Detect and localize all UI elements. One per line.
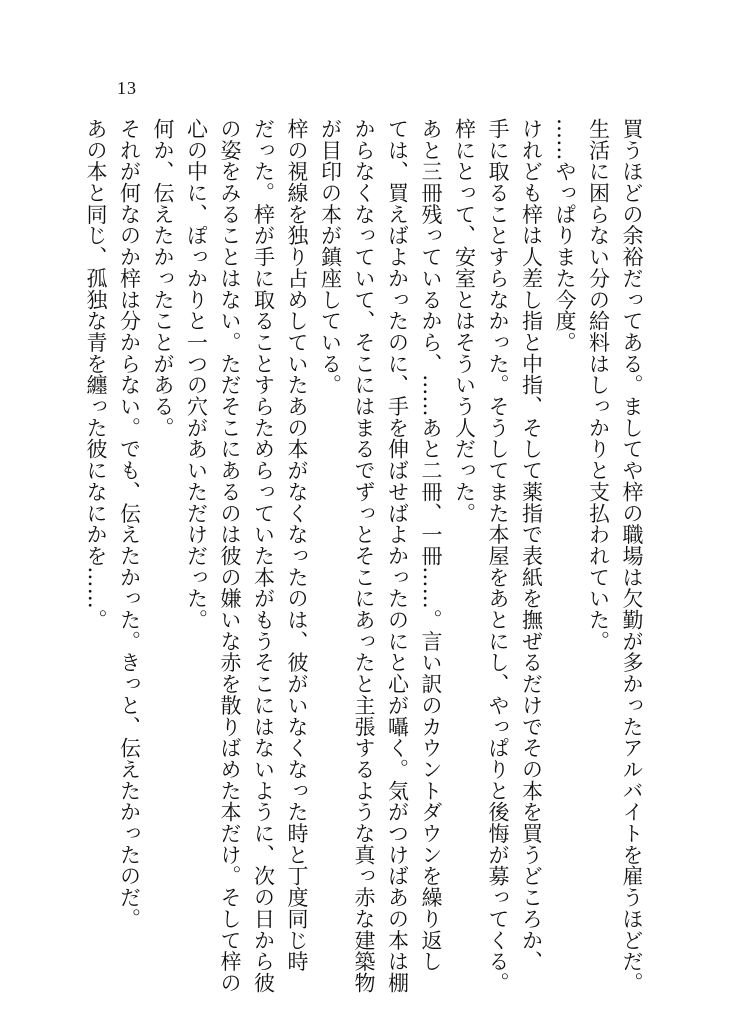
vertical-body-text <box>79 118 649 994</box>
page-number: 13 <box>117 78 137 98</box>
text-line: 買うほどの余裕だってある。ましてや梓の職場は欠勤が多かったアルバイトを雇うほどだ。 <box>620 118 644 994</box>
text-line: 生活に困らない分の給料はしっかりと支払われていた。 <box>586 118 611 652</box>
text-line: それが何なのか梓は分からない。でも、伝えたかった。きっと、伝えたかったのだ。 <box>117 118 142 930</box>
text-line: ……やっぱりまた今度。 <box>553 118 577 353</box>
text-line: あの本と同じ、孤独な青を纏った彼になにかを……。 <box>84 118 108 631</box>
text-line: が目印の本が鎮座している。 <box>318 118 343 396</box>
text-line: 何か、伝えたかったことがある。 <box>151 118 175 439</box>
text-line: 梓にとって、安室とはそういう人だった。 <box>452 118 477 524</box>
text-line: けれども梓は人差し指と中指、そして薬指で表紙を撫ぜるだけでその本を買うどころか、 <box>519 118 544 972</box>
text-line: 心の中に、ぽっかりと一つの穴があいただけだった。 <box>184 118 209 631</box>
text-line: あと三冊残っているから、……あと二冊、一冊……。言い訳のカウントダウンを繰り返し <box>419 118 443 972</box>
text-line: だった。梓が手に取ることすらためらっていた本がもうそこにはないように、次の日から彼 <box>251 118 276 994</box>
text-line: の姿をみることはない。ただそこにあるのは彼の嫌いな赤を散りばめた本だけ。そして梓の <box>218 118 242 994</box>
text-line: 梓の視線を独り占めしていたあの本がなくなったのは、彼がいなくなった時と丁度同じ時 <box>285 118 309 972</box>
text-line: からなくなっていて、そこにはまるでずっとそこにあったと主張するような真っ赤な建築物 <box>352 118 376 994</box>
text-line: 手に取ることすらなかった。そうしてまた本屋をあとにし、やっぱりと後悔が募ってくる。 <box>486 118 510 994</box>
text-line: ては、買えばよかったのに、手を伸ばせばよかったのにと心が囁く。気がつけばあの本は棚 <box>385 118 410 994</box>
